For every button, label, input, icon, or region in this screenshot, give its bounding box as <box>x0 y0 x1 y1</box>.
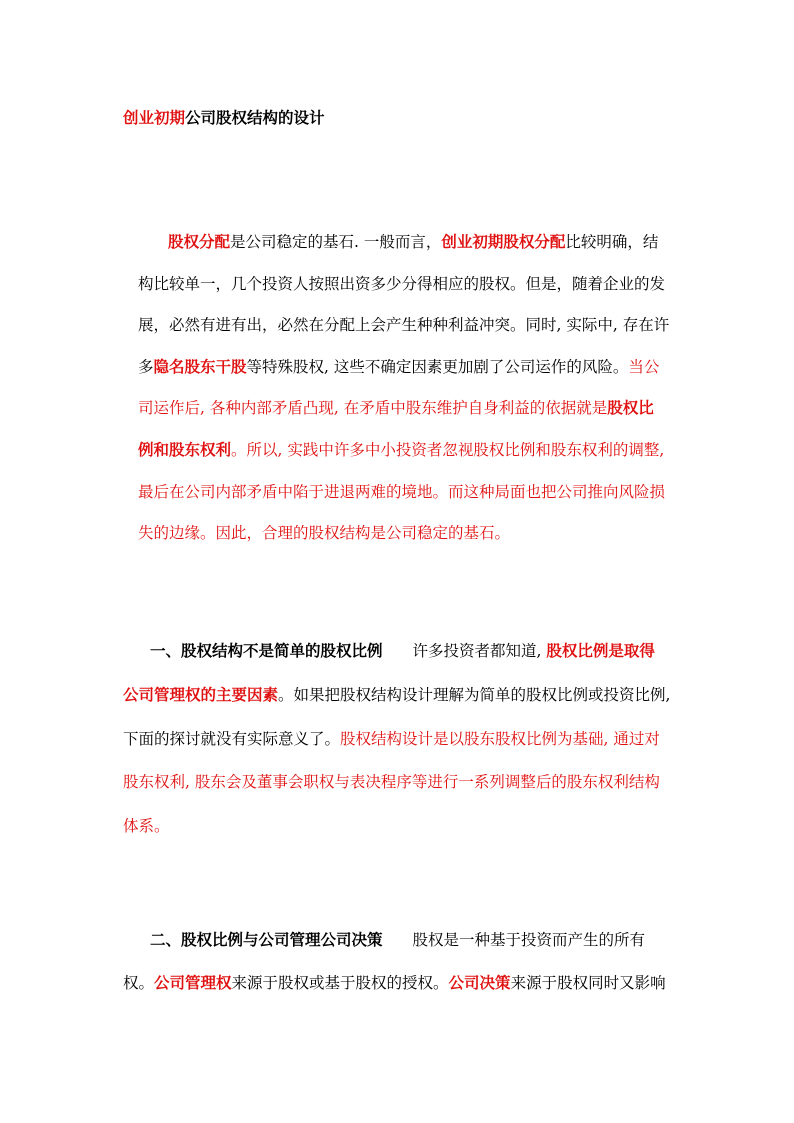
text-line <box>138 523 510 543</box>
text-line <box>138 398 654 418</box>
highlighted-text: 公司决策 <box>448 973 511 992</box>
text-line <box>138 315 669 335</box>
body-text: 。如果把股权结构设计理解为简单的股权比例或投资比例, <box>278 685 671 704</box>
text-line <box>138 440 664 460</box>
highlighted-text: 股权结构设计是以股东股权比例为基础, 通过对 <box>340 729 660 748</box>
highlighted-text: 。所以, 实践中许多中小投资者忽视股权比例和股东权利的调整, <box>231 441 665 459</box>
highlighted-text: 股权分配 <box>168 232 231 251</box>
text-line <box>150 641 655 661</box>
body-text: 展，必然有进有出，必然在分配上会产生种种利益冲突。同时, 实际中, 存在许 <box>138 316 670 335</box>
body-text: 等特殊股权, 这些不确定因素更加剧了公司运作的风险。 <box>246 357 629 376</box>
body-text: 许多投资者都知道, <box>412 642 547 660</box>
text-line <box>150 930 645 950</box>
text-line <box>168 232 658 252</box>
highlighted-text: 当公 <box>628 357 660 376</box>
body-text: 构比较单一，几个投资人按照出资多少分得相应的股权。但是，随着企业的发 <box>138 274 666 293</box>
text-line <box>123 816 170 836</box>
body-text: 权。 <box>123 974 155 992</box>
highlighted-text: 隐名股东干股 <box>153 356 247 376</box>
highlighted-text: 失的边缘。因此，合理的股权结构是公司稳定的基石。 <box>138 524 511 543</box>
body-text: 二、股权比例与公司管理公司决策 <box>150 930 383 949</box>
document-title <box>123 108 325 128</box>
title-lead: 创业初期 <box>123 108 186 127</box>
highlighted-text: 最后在公司内部矛盾中陷于进退两难的境地。而这种局面也把公司推向风险损 <box>138 482 666 501</box>
highlighted-text: 创业初期股权分配 <box>441 232 566 251</box>
title-rest: 公司股权结构的设计 <box>185 108 325 127</box>
text-line <box>138 482 665 502</box>
highlighted-text: 例和股东权利 <box>138 440 232 459</box>
text-line <box>138 357 659 377</box>
highlighted-text: 股权比例是取得 <box>546 641 655 660</box>
body-text: 一、股权结构不是简单的股权比例 <box>150 641 383 660</box>
text-line <box>123 729 660 749</box>
highlighted-text: 司运作后, 各种内部矛盾凸现, 在矛盾中股东维护自身利益的依据就是 <box>138 399 608 418</box>
body-text: 多 <box>138 357 154 376</box>
body-text: 比较明确，结 <box>565 233 659 251</box>
highlighted-text: 股东权利, 股东会及董事会职权与表决程序等进行一系列调整后的股东权利结构 <box>123 773 660 792</box>
text-line <box>123 772 660 792</box>
text-line <box>123 973 666 993</box>
highlighted-text: 股权比 <box>607 398 654 418</box>
body-text: 下面的探讨就没有实际意义了。 <box>123 729 341 748</box>
body-text: 来源于股权同时又影响 <box>510 974 666 992</box>
body-text: 是公司稳定的基石. 一般而言， <box>230 233 442 251</box>
highlighted-text: 体系。 <box>123 817 170 836</box>
body-text: 来源于股权或基于股权的授权。 <box>231 974 449 992</box>
body-text: 股权是一种基于投资而产生的所有 <box>412 931 646 949</box>
text-line <box>138 274 665 294</box>
highlighted-text: 公司管理权的主要因素 <box>123 684 279 704</box>
highlighted-text: 公司管理权 <box>154 973 232 992</box>
text-line <box>123 685 670 705</box>
